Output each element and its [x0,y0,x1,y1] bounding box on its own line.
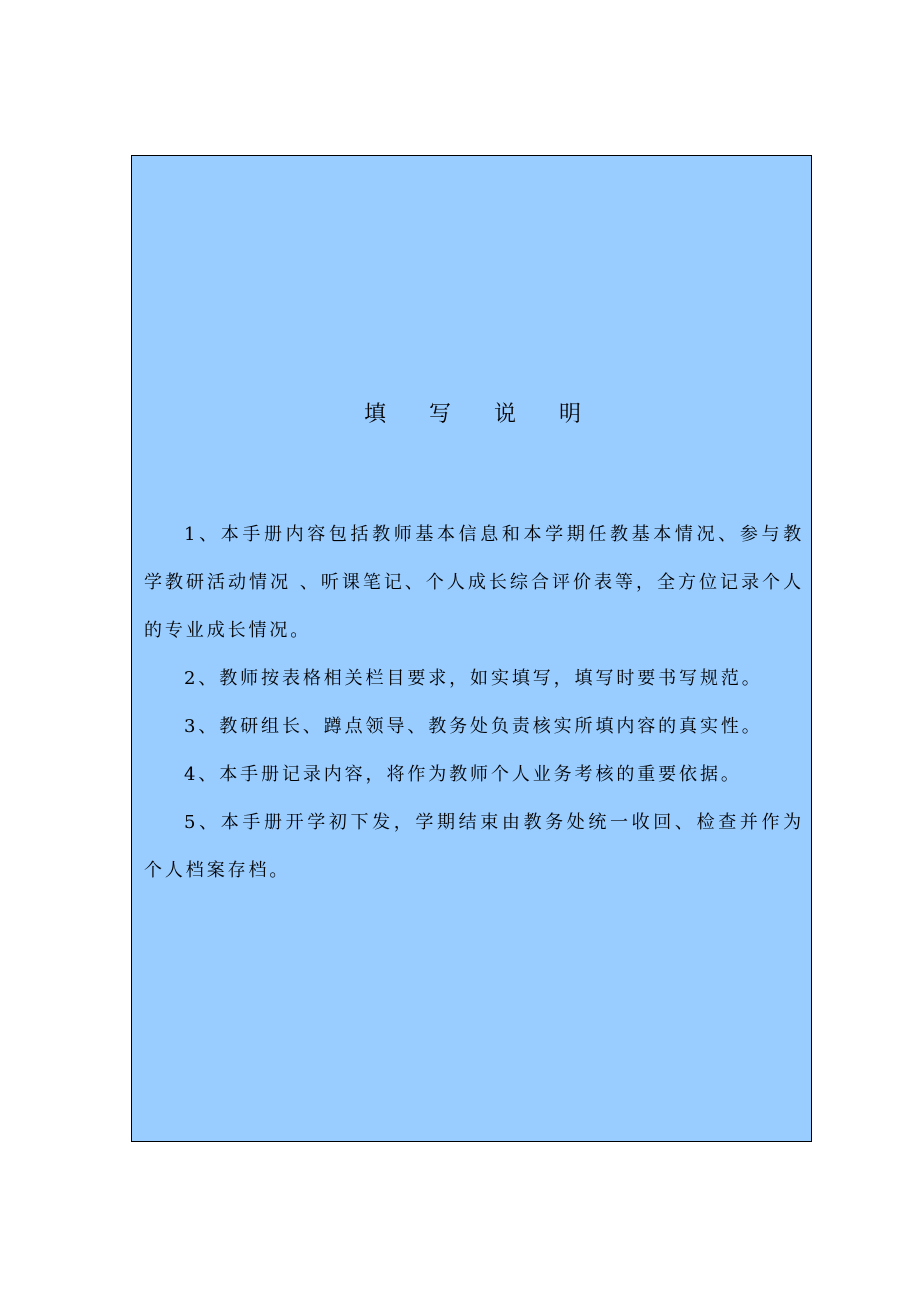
instruction-paragraph-4: 4、本手册记录内容，将作为教师个人业务考核的重要依据。 [184,764,742,785]
instruction-paragraph-1: 1、本手册内容包括教师基本信息和本学期任教基本情况、参与教学教研活动情况 、听课笔记、个人成长综合评价表等，全方位记录个人的专业成长情况。 [144,524,804,641]
instruction-paragraph-3: 3、教研组长、蹲点领导、教务处负责核实所填内容的真实性。 [184,716,763,737]
instruction-paragraph-5: 5、本手册开学初下发，学期结束由教务处统一收回、检查并作为个人档案存档。 [144,812,804,881]
instructions-box [131,155,812,1142]
instructions-title: 填 写 说 明 [364,402,599,427]
instruction-paragraph-2: 2、教师按表格相关栏目要求，如实填写，填写时要书写规范。 [184,668,763,689]
instructions-content [144,511,804,895]
